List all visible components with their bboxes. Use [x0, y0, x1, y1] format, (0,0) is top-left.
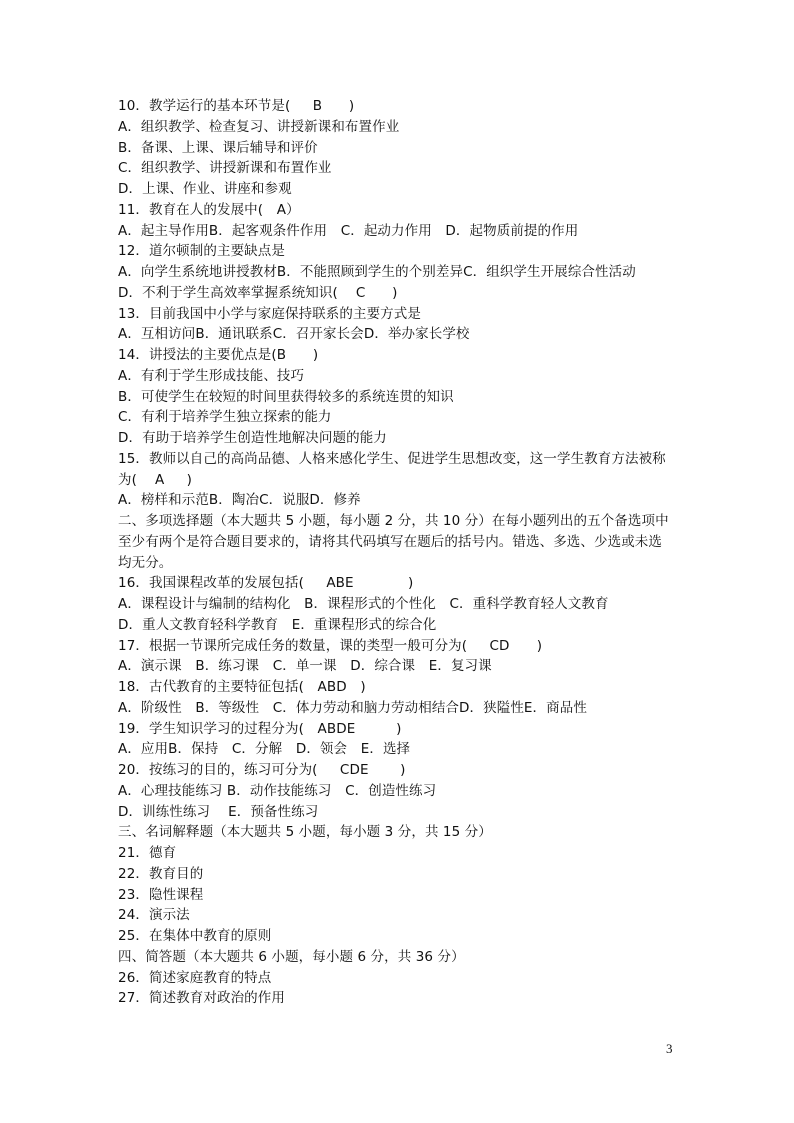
- question-12-stem: 12．道尔顿制的主要缺点是: [118, 243, 285, 260]
- section-3-heading: 三、名词解释题（本大题共 5 小题，每小题 3 分，共 15 分）: [118, 824, 492, 841]
- question-25: 25．在集体中教育的原则: [118, 928, 272, 944]
- question-10-stem: 10．教学运行的基本环节是( B ): [118, 98, 355, 114]
- question-20-options-abc: A．心理技能练习 B．动作技能练习 C．创造性练习: [118, 782, 437, 799]
- question-21: 21．德育: [118, 845, 177, 861]
- question-15-stem: 15．教师以自己的高尚品德、人格来感化学生、促进学生思想改变，这一学生教育方法被称: [118, 450, 666, 467]
- question-12-option-d: D．不利于学生高效率掌握系统知识( C ): [118, 284, 398, 301]
- question-16-stem: 16．我国课程改革的发展包括( ABE ): [118, 575, 414, 592]
- question-16-options-de: D．重人文教育轻科学教育 E．重课程形式的综合化: [118, 616, 437, 633]
- question-10-option-a: A．组织教学、检查复习、讲授新课和布置作业: [118, 118, 400, 135]
- section-2-instructions-end: 均无分。: [118, 554, 173, 571]
- question-14-option-a: A．有利于学生形成技能、技巧: [118, 367, 305, 384]
- question-13-options: A．互相访问B．通讯联系C．召开家长会D．举办家长学校: [118, 326, 470, 343]
- question-10-option-c: C．组织教学、讲授新课和布置作业: [118, 160, 332, 177]
- section-4-heading: 四、简答题（本大题共 6 小题，每小题 6 分，共 36 分）: [118, 948, 465, 965]
- question-17-stem: 17．根据一节课所完成任务的数量，课的类型一般可分为( CD ): [118, 637, 543, 654]
- question-17-options: A．演示课 B．练习课 C．单一课 D．综合课 E．复习课: [118, 658, 492, 675]
- question-14-option-b: B．可使学生在较短的时间里获得较多的系统连贯的知识: [118, 388, 454, 405]
- question-24: 24．演示法: [118, 907, 190, 924]
- question-18-stem: 18．古代教育的主要特征包括( ABD ): [118, 679, 366, 695]
- question-20-options-de: D．训练性练习 E．预备性练习: [118, 803, 319, 820]
- question-19-stem: 19．学生知识学习的过程分为( ABDE ): [118, 720, 402, 737]
- question-12-options: A．向学生系统地讲授教材B．不能照顾到学生的个别差异C．组织学生开展综合性活动: [118, 264, 636, 280]
- question-22: 22．教育目的: [118, 865, 204, 882]
- section-2-heading: 二、多项选择题（本大题共 5 小题，每小题 2 分，共 10 分）在每小题列出的五个备选项中: [118, 513, 669, 529]
- question-15-options: A．榜样和示范B．陶冶C．说服D．修养: [118, 492, 361, 509]
- question-20-stem: 20．按练习的目的，练习可分为( CDE ): [118, 762, 406, 778]
- question-14-option-c: C．有利于培养学生独立探索的能力: [118, 409, 332, 426]
- exam-content: [118, 96, 678, 1009]
- question-11-stem: 11．教育在人的发展中( A）: [118, 201, 300, 218]
- question-11-options: A．起主导作用B．起客观条件作用 C．起动力作用 D．起物质前提的作用: [118, 222, 579, 239]
- question-19-options: A．应用B．保持 C．分解 D．领会 E．选择: [118, 741, 411, 758]
- question-14-option-d: D．有助于培养学生创造性地解决问题的能力: [118, 430, 387, 446]
- question-10-option-b: B．备课、上课、课后辅导和评价: [118, 139, 318, 156]
- question-27: 27．简述教育对政治的作用: [118, 990, 285, 1007]
- question-18-options: A．阶级性 B．等级性 C．体力劳动和脑力劳动相结合D．狭隘性E．商品性: [118, 699, 587, 716]
- question-16-options-abc: A．课程设计与编制的结构化 B．课程形式的个性化 C．重科学教育轻人文教育: [118, 596, 609, 612]
- question-13-stem: 13．目前我国中小学与家庭保持联系的主要方式是: [118, 305, 421, 322]
- question-10-option-d: D．上课、作业、讲座和参观: [118, 181, 292, 197]
- section-2-instructions: 至少有两个是符合题目要求的，请将其代码填写在题后的括号内。错选、多选、少选或未选: [118, 533, 662, 550]
- question-23: 23．隐性课程: [118, 886, 204, 903]
- page-number: 3: [666, 1041, 673, 1056]
- question-26: 26．简述家庭教育的特点: [118, 969, 272, 986]
- question-15-stem-continued: 为( A ): [118, 471, 193, 488]
- question-14-stem: 14．讲授法的主要优点是(B ): [118, 347, 319, 363]
